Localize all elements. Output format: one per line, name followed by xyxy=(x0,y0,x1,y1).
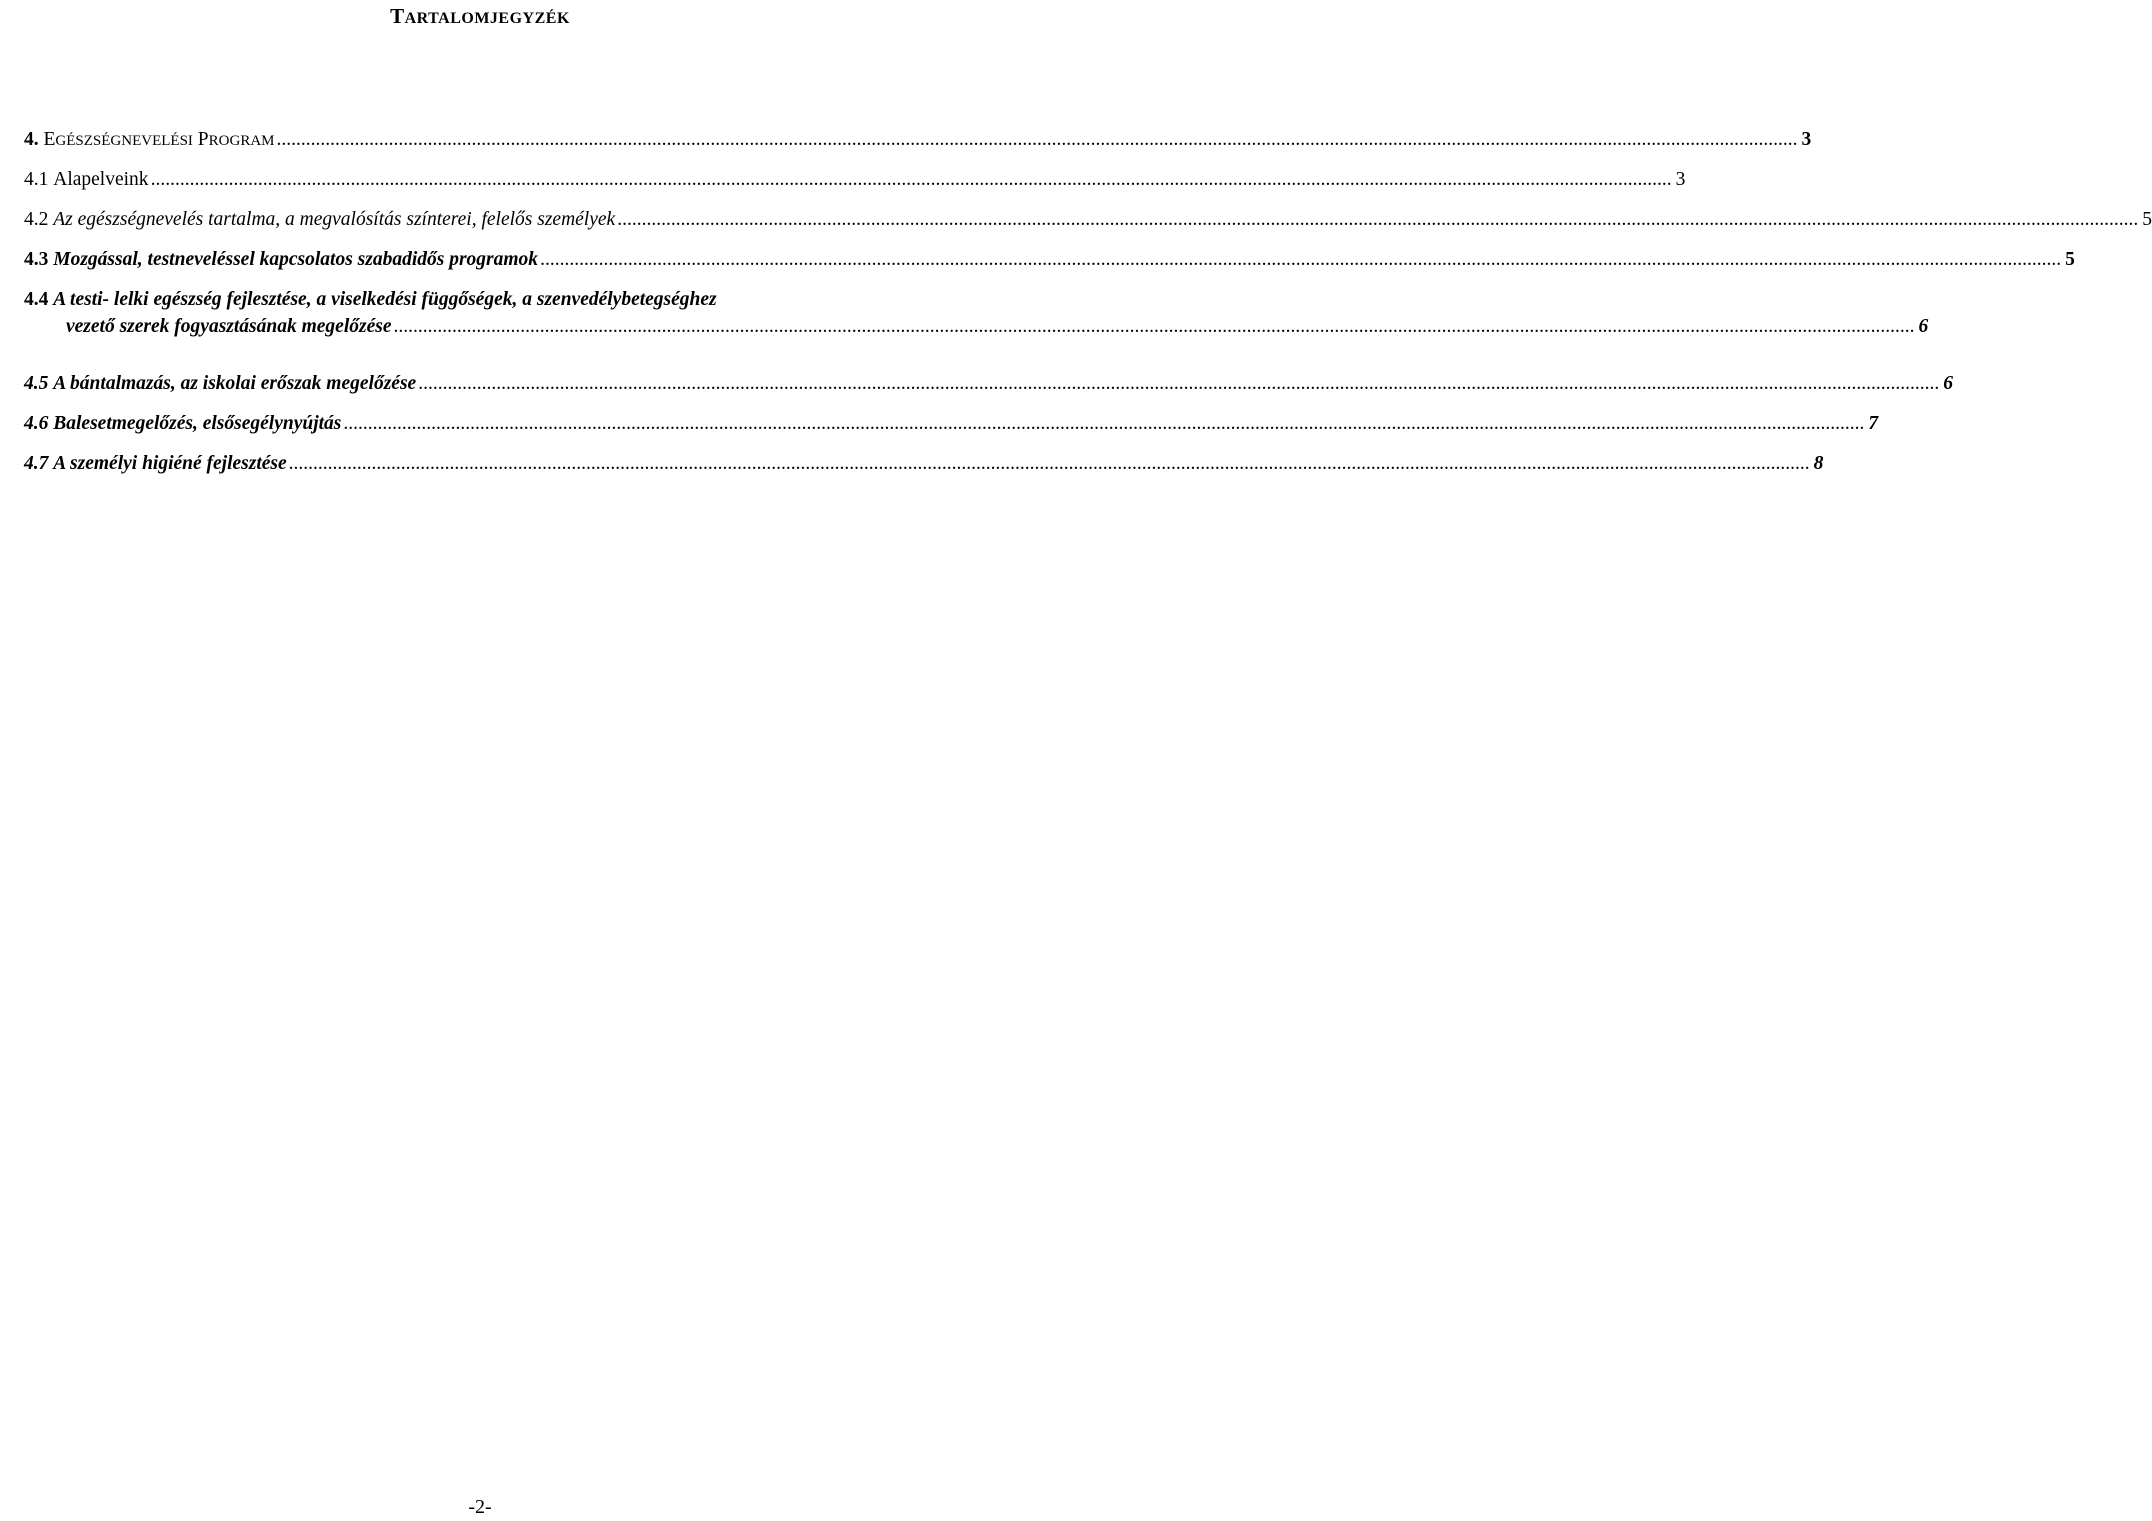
toc-entry-egeszsegnevelesi-program[interactable] xyxy=(24,128,1812,168)
toc-entry-number: 4.4 xyxy=(24,289,49,310)
toc-entry-number: 4.1 xyxy=(24,169,49,190)
page-title: TARTALOMJEGYZÉK xyxy=(390,4,570,28)
toc-entry-number: 4.7 xyxy=(24,453,49,474)
dot-leader xyxy=(418,372,1939,395)
toc-entry-szemelyi-higiene[interactable] xyxy=(24,452,1824,492)
toc-entry-testi-lelki-egeszseg[interactable] xyxy=(24,288,1929,372)
toc-entry-egeszsegneveles-tartalma[interactable] xyxy=(24,208,2152,248)
dot-leader xyxy=(277,128,1798,151)
toc-entry-number: 4.2 xyxy=(24,209,49,230)
toc-entry-page: 3 xyxy=(1801,129,1812,150)
dot-leader xyxy=(617,208,2138,231)
dot-leader xyxy=(393,315,1914,338)
toc-entry-title: Mozgással, testneveléssel kapcsolatos szabadidős programok xyxy=(53,249,539,270)
toc-entry-page: 5 xyxy=(2065,249,2075,270)
table-of-contents xyxy=(24,128,2152,492)
toc-entry-title-continued: vezető szerek fogyasztásának megelőzése xyxy=(66,316,392,337)
toc-entry-page: 8 xyxy=(1813,453,1824,474)
toc-entry-balesetmegelozes[interactable] xyxy=(24,412,1879,452)
toc-entry-page: 5 xyxy=(2142,209,2152,230)
toc-entry-number: 4. xyxy=(24,129,39,150)
toc-entry-title: Balesetmegelőzés, elsősegélynyújtás xyxy=(53,413,342,434)
toc-entry-number: 4.3 xyxy=(24,249,49,270)
toc-entry-bantalmazas[interactable] xyxy=(24,372,1953,412)
dot-leader xyxy=(151,168,1672,191)
toc-entry-title: A személyi higiéné fejlesztése xyxy=(53,453,287,474)
toc-entry-page: 3 xyxy=(1675,169,1686,190)
toc-entry-title: Alapelveink xyxy=(53,169,149,190)
toc-entry-number: 4.5 xyxy=(24,373,49,394)
toc-entry-title: A testi- lelki egészség fejlesztése, a viselkedési függőségek, a szenvedélybetegséghez xyxy=(53,289,717,310)
dot-leader xyxy=(343,412,1864,435)
toc-entry-title: A bántalmazás, az iskolai erőszak megelőzése xyxy=(53,373,417,394)
toc-entry-line2 xyxy=(24,315,1929,338)
toc-entry-page: 6 xyxy=(1918,316,1929,337)
toc-entry-mozgassal[interactable] xyxy=(24,248,2075,288)
toc-entry-number: 4.6 xyxy=(24,413,49,434)
toc-entry-title: EGÉSZSÉGNEVELÉSI PROGRAM xyxy=(43,129,275,150)
dot-leader xyxy=(289,452,1810,475)
toc-entry-page: 7 xyxy=(1868,413,1879,434)
toc-entry-page: 6 xyxy=(1943,373,1953,394)
page-number: -2- xyxy=(468,1496,492,1518)
dot-leader xyxy=(540,248,2061,271)
toc-entry-title: Az egészségnevelés tartalma, a megvalósítás színterei, felelős személyek xyxy=(53,209,616,230)
toc-entry-alapelveink[interactable] xyxy=(24,168,1686,208)
toc-entry-line1 xyxy=(24,288,962,312)
